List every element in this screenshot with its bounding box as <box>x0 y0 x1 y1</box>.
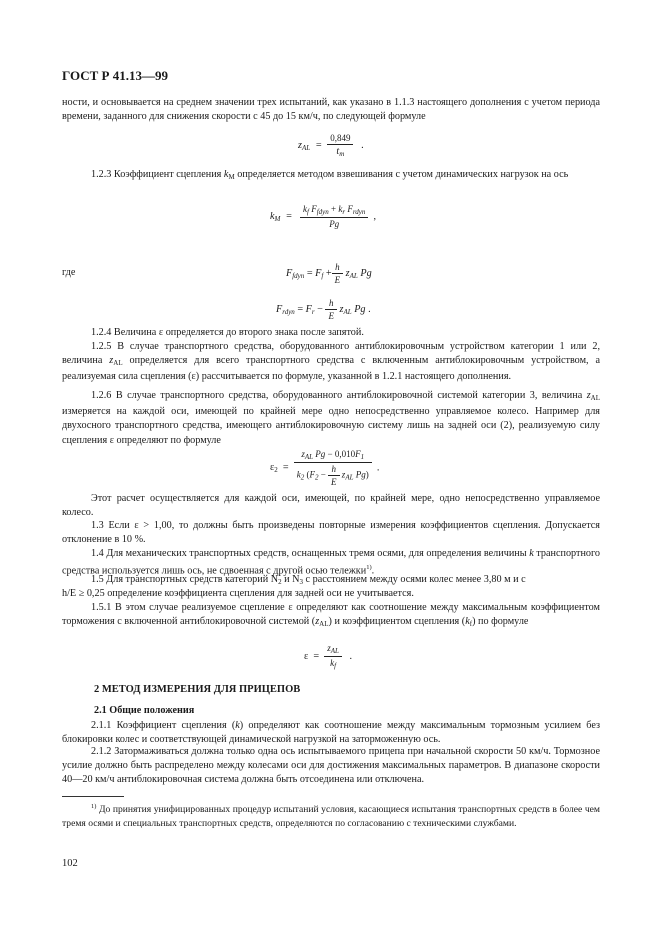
where-label: где <box>62 267 76 278</box>
formula-k-m: $k_M$ = $\frac{k_f F_{fdyn} + k_r F_{rdyn}}{Pg}$ , <box>270 204 377 229</box>
paragraph-1-5: 1.5 Для транспортных средств категорий $N_2$ и $N_3$ с расстоянием между осями колес менее 3,80 м и с <box>91 574 526 586</box>
paragraph-2-1-2: 2.1.2 Затормаживаться должна только одна ось испытываемого прицепа при начальной скорости 50 км/ч. Тормозное усилие должно быть распределено между колесами оси для достижения максимальных параметров. В диапазоне скорости 40—20 км/ч антиблокировочная система должна быть отсоединена или отключена. <box>62 746 600 786</box>
section-heading-2: 2 МЕТОД ИЗМЕРЕНИЯ ДЛЯ ПРИЦЕПОВ <box>94 684 301 695</box>
paragraph-1-2-6: 1.2.6 В случае транспортного средства, оборудованного антиблокировочной системой категории 3, величина $z_{AL}$ измеряется на каждой оси, имеющей по крайней мере одно непосредственно управляемое колесо. Например для двухосного транспортного средства, имеющего антиблокировочную систему лишь на задней оси (2), реализуемую силу сцепления ε определяют по формуле <box>62 390 601 446</box>
formula-z-al: $z_{AL}$ = $\frac{0,849}{t_m}$ . <box>298 133 364 158</box>
paragraph-1-5-cont: h/E ≥ 0,25 определение коэффициента сцепления для задней оси не учитывается. <box>62 588 414 599</box>
formula-epsilon-2: $\varepsilon_2$ = $z_{AL}$ $Pg - 0,010F_1$ $k_2$ ($F_2$ − $\frac{h}{E}$ $z_{AL}$ Pg) . <box>270 449 380 487</box>
document-header: ГОСТ Р 41.13—99 <box>62 68 168 83</box>
paragraph-1-2-3: 1.2.3 Коэффициент сцепления $k_M$ определяется методом взвешивания с учетом динамических нагрузок на ось <box>91 169 569 181</box>
footnote-separator <box>62 796 124 797</box>
paragraph-1-2-5: 1.2.5 В случае транспортного средства, оборудованного антиблокировочным устройством категории 1 или 2, величина $z_{AL}$ определяется для всего транспортного средства с включенным антиблокировочным устройством, а реализуемая сила сцепления (ε) рассчитывается по формуле, указанной в 1.2.1 настоящего дополнения. <box>62 341 601 383</box>
paragraph-1-3: 1.3 Если ε > 1,00, то должны быть произведены повторные измерения коэффициентов сцепления. Допускается отклонение в 10 %. <box>62 520 600 546</box>
formula-epsilon: ε = $\frac{z_{AL}}{k_f}$ . <box>304 643 353 670</box>
formula-f-fdyn: $F_{fdyn} = F_f$ + $\frac{h}{E}$ $z_{AL}$ Pg <box>286 262 372 285</box>
paragraph-1-5-1: 1.5.1 В этом случае реализуемое сцепление ε определяют как соотношение между максимальным коэффициентом торможения с включенной антиблокировочной системой $(z_{AL})$ и коэффициентом сцепления $(k_f)$ по формуле <box>62 602 600 629</box>
formula-f-rdyn: $F_{rdyn} = F_r$ − $\frac{h}{E}$ $z_{AL}$ Pg . <box>276 298 371 321</box>
paragraph-1-4: 1.4 Для механических транспортных средств, оснащенных тремя осями, для определения величины k транспортного средства используется лишь ось, не сдвоенная с другой осью тележки$^{1)}$. <box>62 548 601 577</box>
paragraph-2-1-1: 2.1.1 Коэффициент сцепления (k) определяют как соотношение между максимальным тормозным усилием без блокировки колес и соответствующей динамической нагрузкой на заторможенную ось. <box>62 720 601 746</box>
page-number: 102 <box>62 858 78 869</box>
subsection-heading-2-1: 2.1 Общие положения <box>94 705 195 716</box>
footnote: $^{1)}$ До принятия унифицированных процедур испытаний условия, касающиеся испытания транспортных средств в более чем тремя осями и специальных транспортных средств, определяются по согласованию с техническими службами. <box>62 803 600 829</box>
paragraph-calc: Этот расчет осуществляется для каждой оси, имеющей, по крайней мере, одно непосредственно управляемое колесо. <box>62 493 600 519</box>
paragraph-intro: ности, и основывается на среднем значении трех испытаний, как указано в 1.1.3 настоящего дополнения с учетом периода времени, заданного для снижения скорости с 45 до 15 км/ч, по следующей формуле <box>62 97 600 123</box>
paragraph-1-2-4: 1.2.4 Величина ε определяется до второго знака после запятой. <box>91 327 364 338</box>
